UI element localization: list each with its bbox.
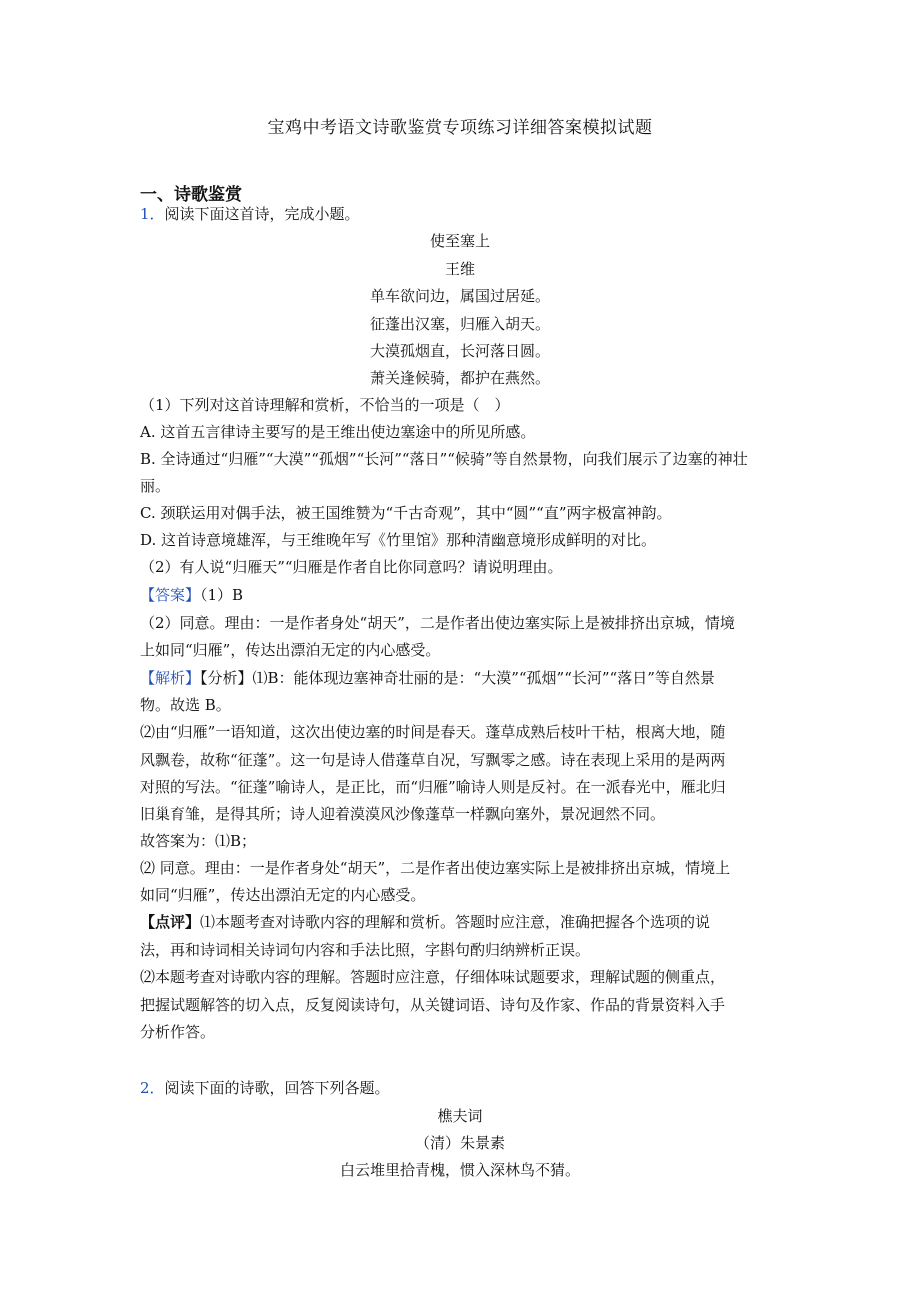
answer-tag: 【答案】 bbox=[140, 586, 201, 604]
question-number: 1． bbox=[140, 205, 165, 223]
review-line: 把握试题解答的切入点，反复阅读诗句，从关键词语、诗句及作家、作品的背景资料入手 bbox=[140, 996, 726, 1014]
document-title: 宝鸡中考语文诗歌鉴赏专项练习详细答案模拟试题 bbox=[267, 118, 653, 138]
review-line: 分析作答。 bbox=[140, 1023, 216, 1041]
poem-author: （清）朱景素 bbox=[414, 1134, 505, 1152]
question-2-prompt bbox=[140, 1078, 782, 1098]
analysis-line: ⑵ 同意。理由：一是作者身处“胡天”，二是作者出使边塞实际上是被排挤出京城，情境上 bbox=[140, 859, 731, 877]
answer-text: （1）B bbox=[200, 586, 244, 604]
question-1-prompt bbox=[140, 204, 782, 224]
poem-line: 大漠孤烟直，长河落日圆。 bbox=[369, 342, 550, 360]
analysis-tag: 【解析】 bbox=[140, 669, 201, 687]
analysis-line: 对照的写法。“征蓬”喻诗人，是正比，而“归雁”喻诗人则是反衬。在一派春光中，雁北归 bbox=[140, 778, 726, 796]
answer-line: 上如同“归雁”，传达出漂泊无定的内心感受。 bbox=[140, 641, 441, 659]
analysis-line: 旧巢育雏，是得其所；诗人迎着漠漠风沙像蓬草一样飘向塞外，景况迥然不同。 bbox=[140, 805, 666, 823]
question-number: 2． bbox=[140, 1079, 165, 1097]
answer-line bbox=[140, 585, 782, 605]
analysis-line: 如同“归雁”，传达出漂泊无定的内心感受。 bbox=[140, 886, 426, 904]
review-line: 法，再和诗词相关诗词句内容和手法比照，字斟句酌归纳辨析正误。 bbox=[140, 941, 591, 959]
review-tag: 【点评】 bbox=[140, 913, 201, 931]
review-line: ⑵本题考查对诗歌内容的理解。答题时应注意，仔细体味试题要求，理解试题的侧重点， bbox=[140, 968, 726, 986]
poem-line: 征蓬出汉塞，归雁入胡天。 bbox=[369, 315, 550, 333]
option-b: B. 全诗通过“归雁”“大漠”“孤烟”“长河”“落日”“候骑”等自然景物，向我们展示了边塞的神壮 bbox=[140, 450, 748, 468]
question-text: 阅读下面的诗歌，回答下列各题。 bbox=[164, 1079, 390, 1097]
analysis-line: 故答案为：⑴B； bbox=[140, 832, 257, 850]
option-a: A. 这首五言律诗主要写的是王维出使边塞途中的所见所感。 bbox=[140, 423, 536, 441]
poem-author: 王维 bbox=[444, 260, 475, 278]
poem-title: 樵夫词 bbox=[437, 1107, 483, 1125]
poem-title: 使至塞上 bbox=[429, 232, 490, 250]
analysis-text: 【分析】⑴B：能体现边塞神奇壮丽的是：“大漠”“孤烟”“长河”“落日”等自然景 bbox=[200, 669, 715, 687]
analysis-line: ⑵由“归雁”一语知道，这次出使边塞的时间是春天。蓬草成熟后枝叶干枯，根离大地，随 bbox=[140, 723, 726, 741]
question-text: 阅读下面这首诗，完成小题。 bbox=[164, 205, 360, 223]
option-b-continued: 丽。 bbox=[140, 477, 171, 495]
analysis-line: 风飘卷，故称“征蓬”。这一句是诗人借蓬草自况，写飘零之感。诗在表现上采用的是两两 bbox=[140, 751, 726, 769]
section-heading: 一、诗歌鉴赏 bbox=[140, 185, 242, 205]
analysis-line bbox=[140, 668, 782, 688]
option-d: D. 这首诗意境雄浑，与王维晚年写《竹里馆》那种清幽意境形成鲜明的对比。 bbox=[140, 531, 657, 549]
poem-line: 白云堆里拾青槐，惯入深林鸟不猜。 bbox=[339, 1161, 580, 1179]
sub-question-2: （2）有人说“归雁天”“归雁是作者自比你同意吗？请说明理由。 bbox=[140, 558, 563, 576]
analysis-line: 物。故选 B。 bbox=[140, 696, 231, 714]
poem-line: 萧关逢候骑，都护在燕然。 bbox=[369, 369, 550, 387]
option-c: C. 颈联运用对偶手法，被王国维赞为“千古奇观”，其中“圆”“直”两字极富神韵。 bbox=[140, 504, 672, 522]
review-line bbox=[140, 912, 782, 932]
review-text: ⑴本题考查对诗歌内容的理解和赏析。答题时应注意，准确把握各个选项的说 bbox=[200, 913, 711, 931]
sub-question-1: （1）下列对这首诗理解和赏析，不恰当的一项是（ ） bbox=[140, 396, 510, 414]
poem-line: 单车欲问边，属国过居延。 bbox=[369, 287, 550, 305]
answer-line: （2）同意。理由：一是作者身处“胡天”，二是作者出使边塞实际上是被排挤出京城，情境 bbox=[140, 614, 735, 632]
